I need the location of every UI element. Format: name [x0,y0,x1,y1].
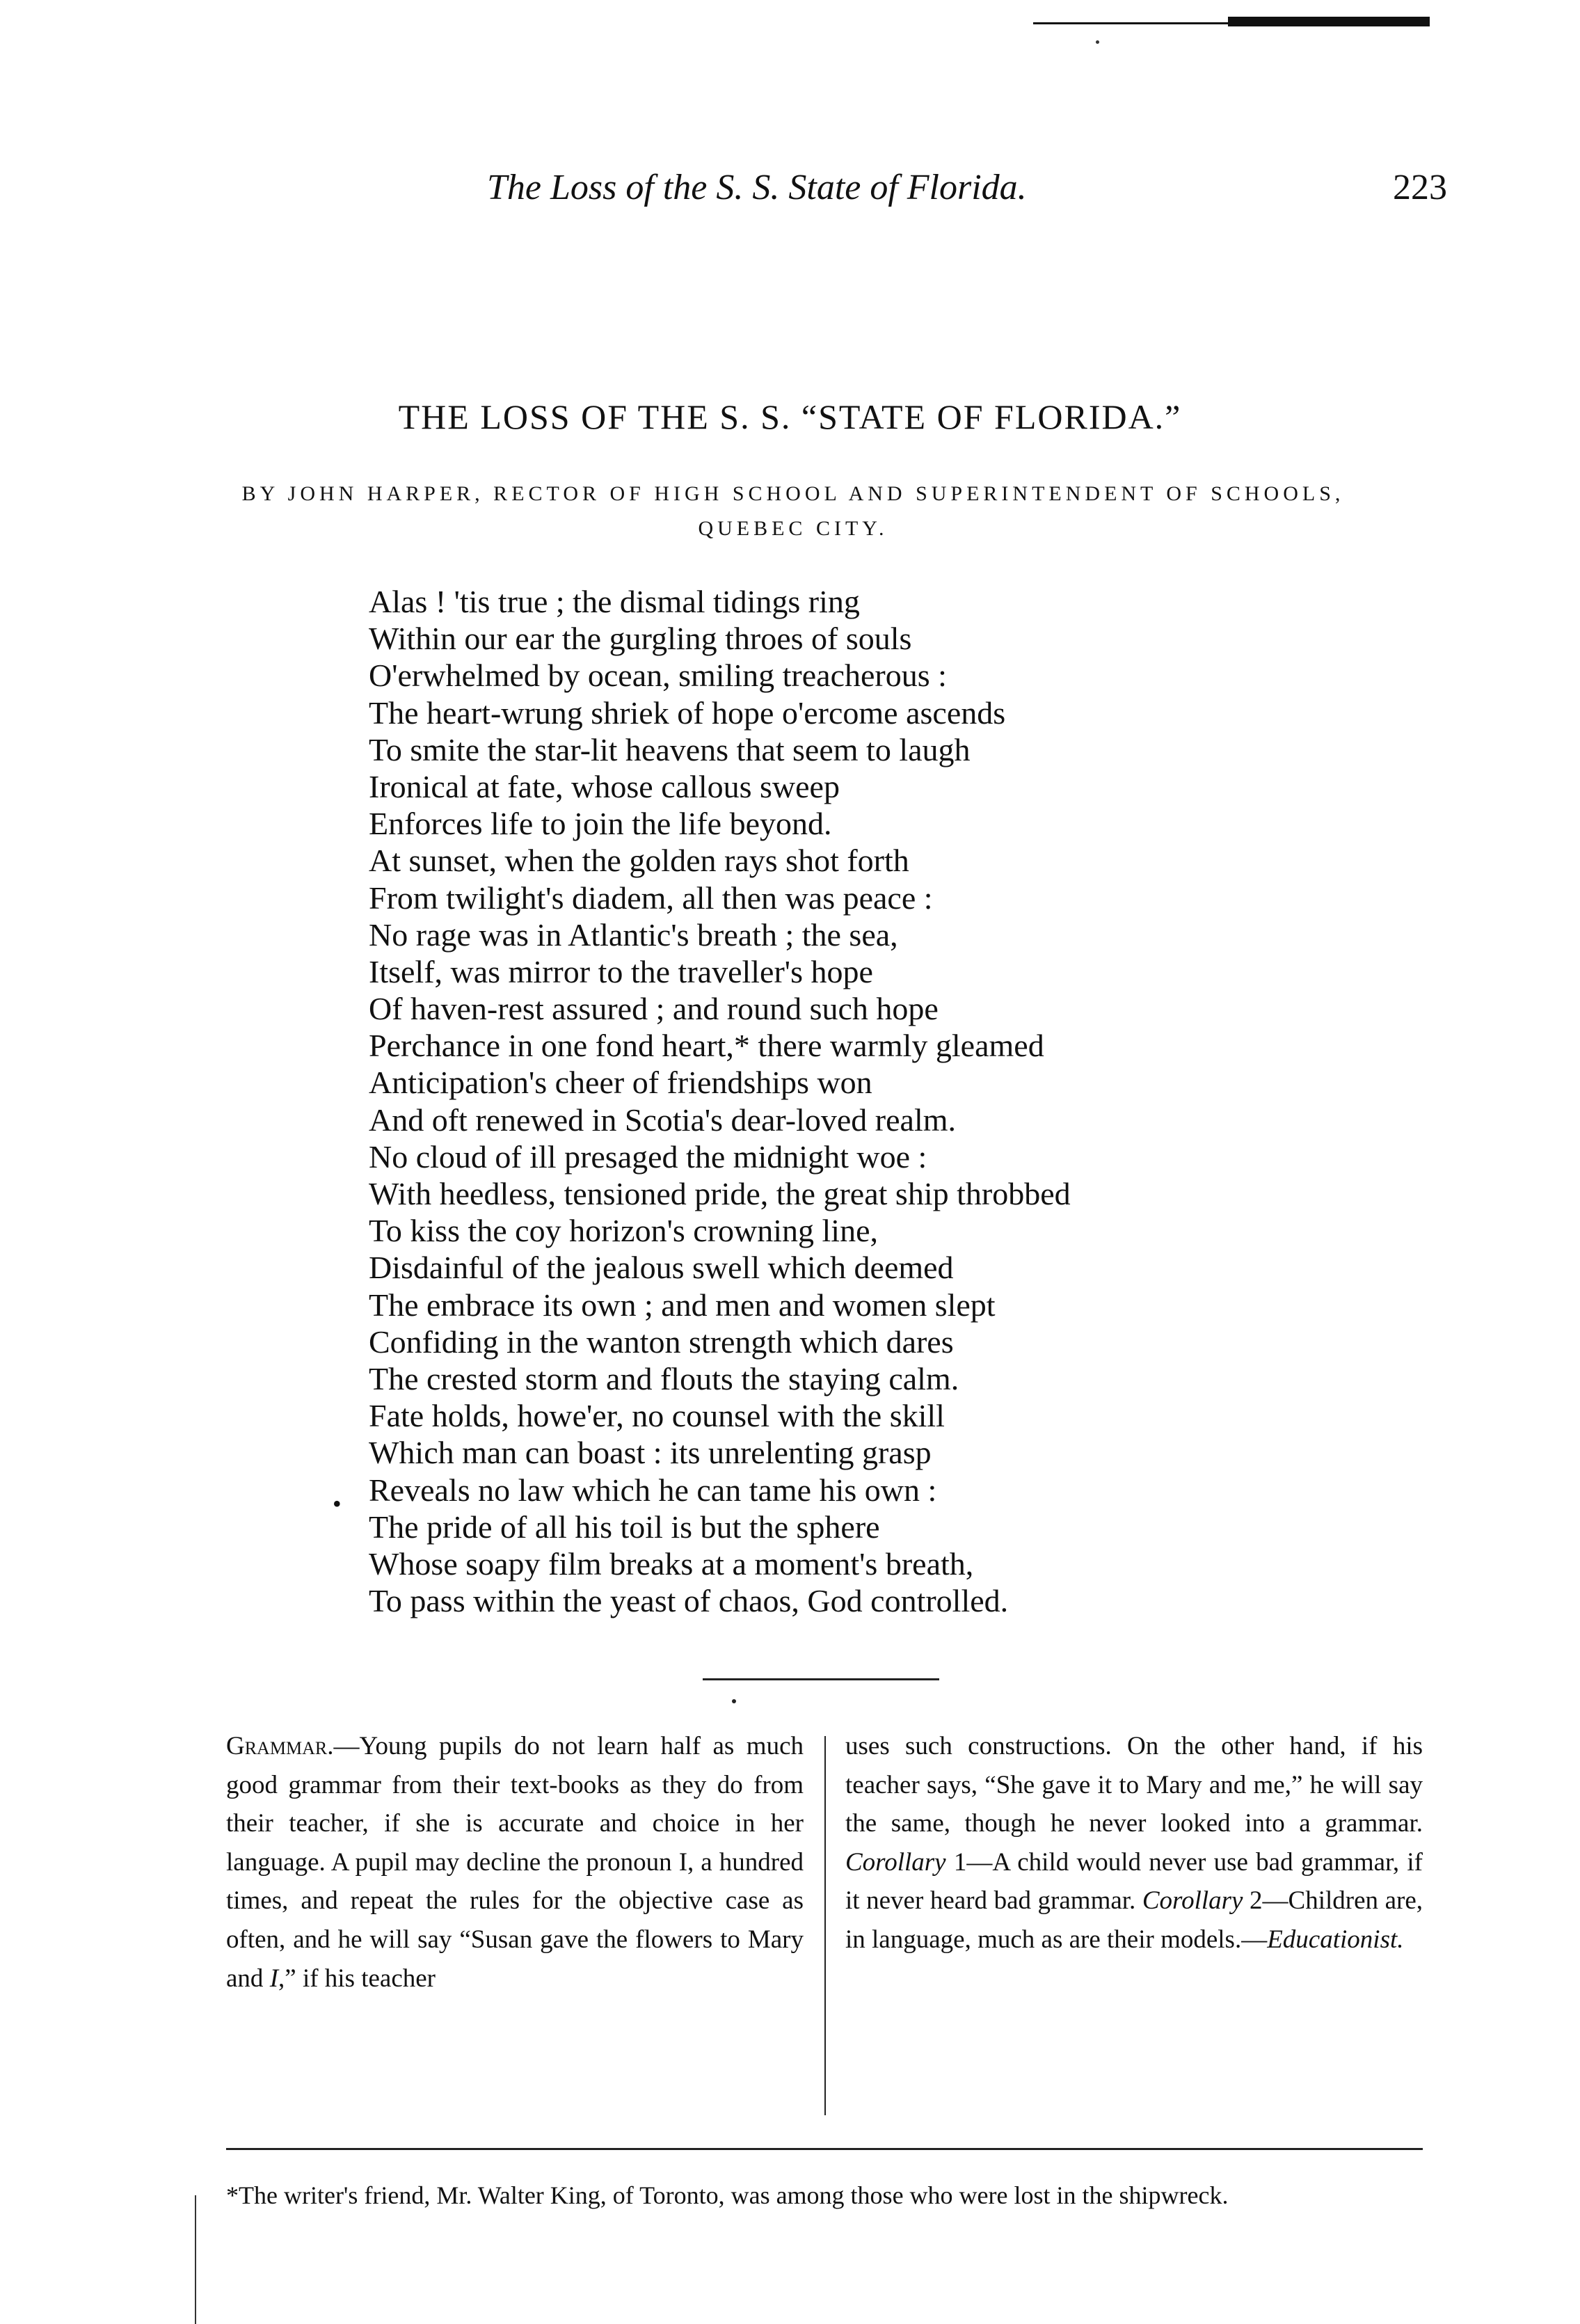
poem-line: The heart-wrung shriek of hope o'ercome ascends [369,694,1006,731]
grammar-italic-pronoun: I [269,1964,279,1993]
poem-line: The crested storm and flouts the staying calm. [369,1360,959,1396]
grammar-heading: Grammar. [226,1732,334,1760]
footnote-rule [226,2148,1423,2150]
poem-line: Anticipation's cheer of friendships won [369,1065,872,1101]
page-number: 223 [1393,168,1447,207]
poem-line: Whose soapy film breaks at a moment's breath, [369,1545,974,1582]
poem-line: Alas ! 'tis true ; the dismal tidings ring [369,584,860,619]
grammar-text: 2—Children are, in language, much as are their models.— [845,1886,1423,1954]
grammar-source: Educationist. [1267,1925,1404,1954]
top-dot [1096,40,1099,44]
poem-line: With heedless, tensioned pride, the great ship throbbed [369,1176,1071,1211]
poem-line: The embrace its own ; and men and women slept [369,1287,996,1323]
corollary-label: Corollary [1142,1886,1243,1916]
poem-line: To kiss the coy horizon's crowning line, [369,1213,879,1249]
poem-line: No rage was in Atlantic's breath ; the sea, [369,916,898,953]
poem-line: Confiding in the wanton strength which dares [369,1323,954,1360]
poem-line: No cloud of ill presaged the midnight woe : [369,1138,927,1175]
article-title: THE LOSS OF THE S. S. “STATE OF FLORIDA.” [398,397,1182,436]
section-rule [703,1678,939,1680]
poem-line: Disdainful of the jealous swell which deemed [369,1250,954,1286]
margin-bullet: • [333,1490,342,1518]
poem-line: Reveals no law which he can tame his own : [369,1472,937,1508]
grammar-note-left-column [226,1727,804,1998]
poem-line: Which man can boast : its unrelenting grasp [369,1435,932,1471]
corollary-label: Corollary [845,1847,946,1877]
poem-line: Itself, was mirror to the traveller's hope [369,953,873,989]
margin-line [195,2195,196,2324]
grammar-note-right-column [845,1727,1423,1959]
running-header [487,167,1447,223]
top-rule [1033,13,1430,21]
poem-line: O'erwhelmed by ocean, smiling treacherous : [369,658,947,694]
poem-line: The pride of all his toil is but the sphere [369,1509,880,1545]
poem-line: To smite the star-lit heavens that seem to laugh [369,731,971,767]
grammar-text: uses such constructions. On the other hand, if his teacher says, “She gave it to Mary and me,” he will say the same, though he never looked into a grammar. [845,1732,1423,1838]
article-byline: BY JOHN HARPER, RECTOR OF HIGH SCHOOL AND SUPERINTENDENT OF SCHOOLS, QUEBEC CITY. [241,482,1345,540]
poem-line: Enforces life to join the life beyond. [369,806,832,842]
grammar-text-tail: ,” if his teacher [278,1964,436,1993]
poem-line: From twilight's diadem, all then was peace : [369,880,933,916]
section-dot [732,1699,736,1703]
grammar-text: 1—A child would never use bad grammar, if it never heard bad grammar. [845,1847,1423,1916]
poem-line: Perchance in one fond heart,* there warmly gleamed [369,1028,1044,1064]
poem-line: Fate holds, howe'er, no counsel with the skill [369,1398,945,1434]
poem-line: Of haven-rest assured ; and round such hope [369,991,939,1027]
running-title: The Loss of the S. S. State of Florida. [487,168,1027,207]
poem-line: To pass within the yeast of chaos, God controlled. [369,1583,1009,1619]
footnote: *The writer's friend, Mr. Walter King, of Toronto, was among those who were lost in the shipwreck. [226,2181,1229,2209]
poem-line: At sunset, when the golden rays shot forth [369,843,909,879]
poem [369,583,1071,1619]
poem-line: And oft renewed in Scotia's dear-loved realm. [369,1101,957,1138]
column-divider [824,1736,826,2115]
poem-line: Ironical at fate, whose callous sweep [369,768,840,804]
poem-line: Within our ear the gurgling throes of souls [369,621,912,657]
grammar-text: —Young pupils do not learn half as much good grammar from their text-books as they do from their teacher, if she is accurate and choice in her language. A pupil may decline the pronoun I, a hundred times, and repeat the rules for the objective case as often, and he will say “Susan gave the flowers to Mary and [226,1732,804,1993]
